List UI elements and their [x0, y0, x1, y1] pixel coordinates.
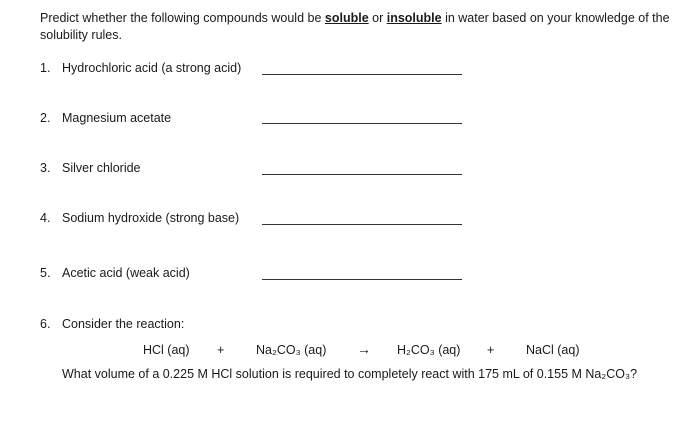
question-number: 3. [40, 161, 51, 175]
answer-line[interactable] [262, 174, 462, 175]
soluble-word: soluble [324, 11, 369, 25]
answer-line[interactable] [262, 123, 462, 124]
question-text: Acetic acid (weak acid) [62, 266, 190, 280]
question-text: Sodium hydroxide (strong base) [62, 211, 240, 225]
answer-line[interactable] [262, 279, 462, 280]
answer-line[interactable] [262, 74, 462, 75]
question-number: 1. [40, 61, 51, 75]
product-h2co3: H₂CO₃ (aq) [397, 343, 461, 357]
instructions-text: Predict whether the following compounds would be [40, 11, 325, 25]
instructions [40, 10, 680, 44]
product-nacl: NaCl (aq) [526, 343, 580, 357]
answer-line[interactable] [262, 224, 462, 225]
question-number: 5. [40, 266, 51, 280]
question-text: Hydrochloric acid (a strong acid) [62, 61, 242, 75]
instructions-text: in water based on your knowledge of the solubility rules. [40, 11, 670, 42]
question-number: 4. [40, 211, 51, 225]
plus-sign: + [487, 343, 495, 357]
reactant-na2co3: Na₂CO₃ (aq) [256, 343, 327, 357]
question-number: 6. [40, 317, 51, 331]
reaction-arrow: → [357, 341, 371, 357]
plus-sign: + [217, 343, 225, 357]
reactant-hcl: HCl (aq) [143, 343, 190, 357]
question-text: Silver chloride [62, 161, 141, 175]
question-text: Consider the reaction: [62, 317, 185, 331]
insoluble-word: insoluble [386, 11, 442, 25]
instructions-text: or [368, 11, 387, 25]
volume-question: What volume of a 0.225 M HCl solution is required to completely react with 175 mL of 0.155 M Na₂CO₃? [62, 367, 638, 381]
question-number: 2. [40, 111, 51, 125]
question-text: Magnesium acetate [62, 111, 172, 125]
